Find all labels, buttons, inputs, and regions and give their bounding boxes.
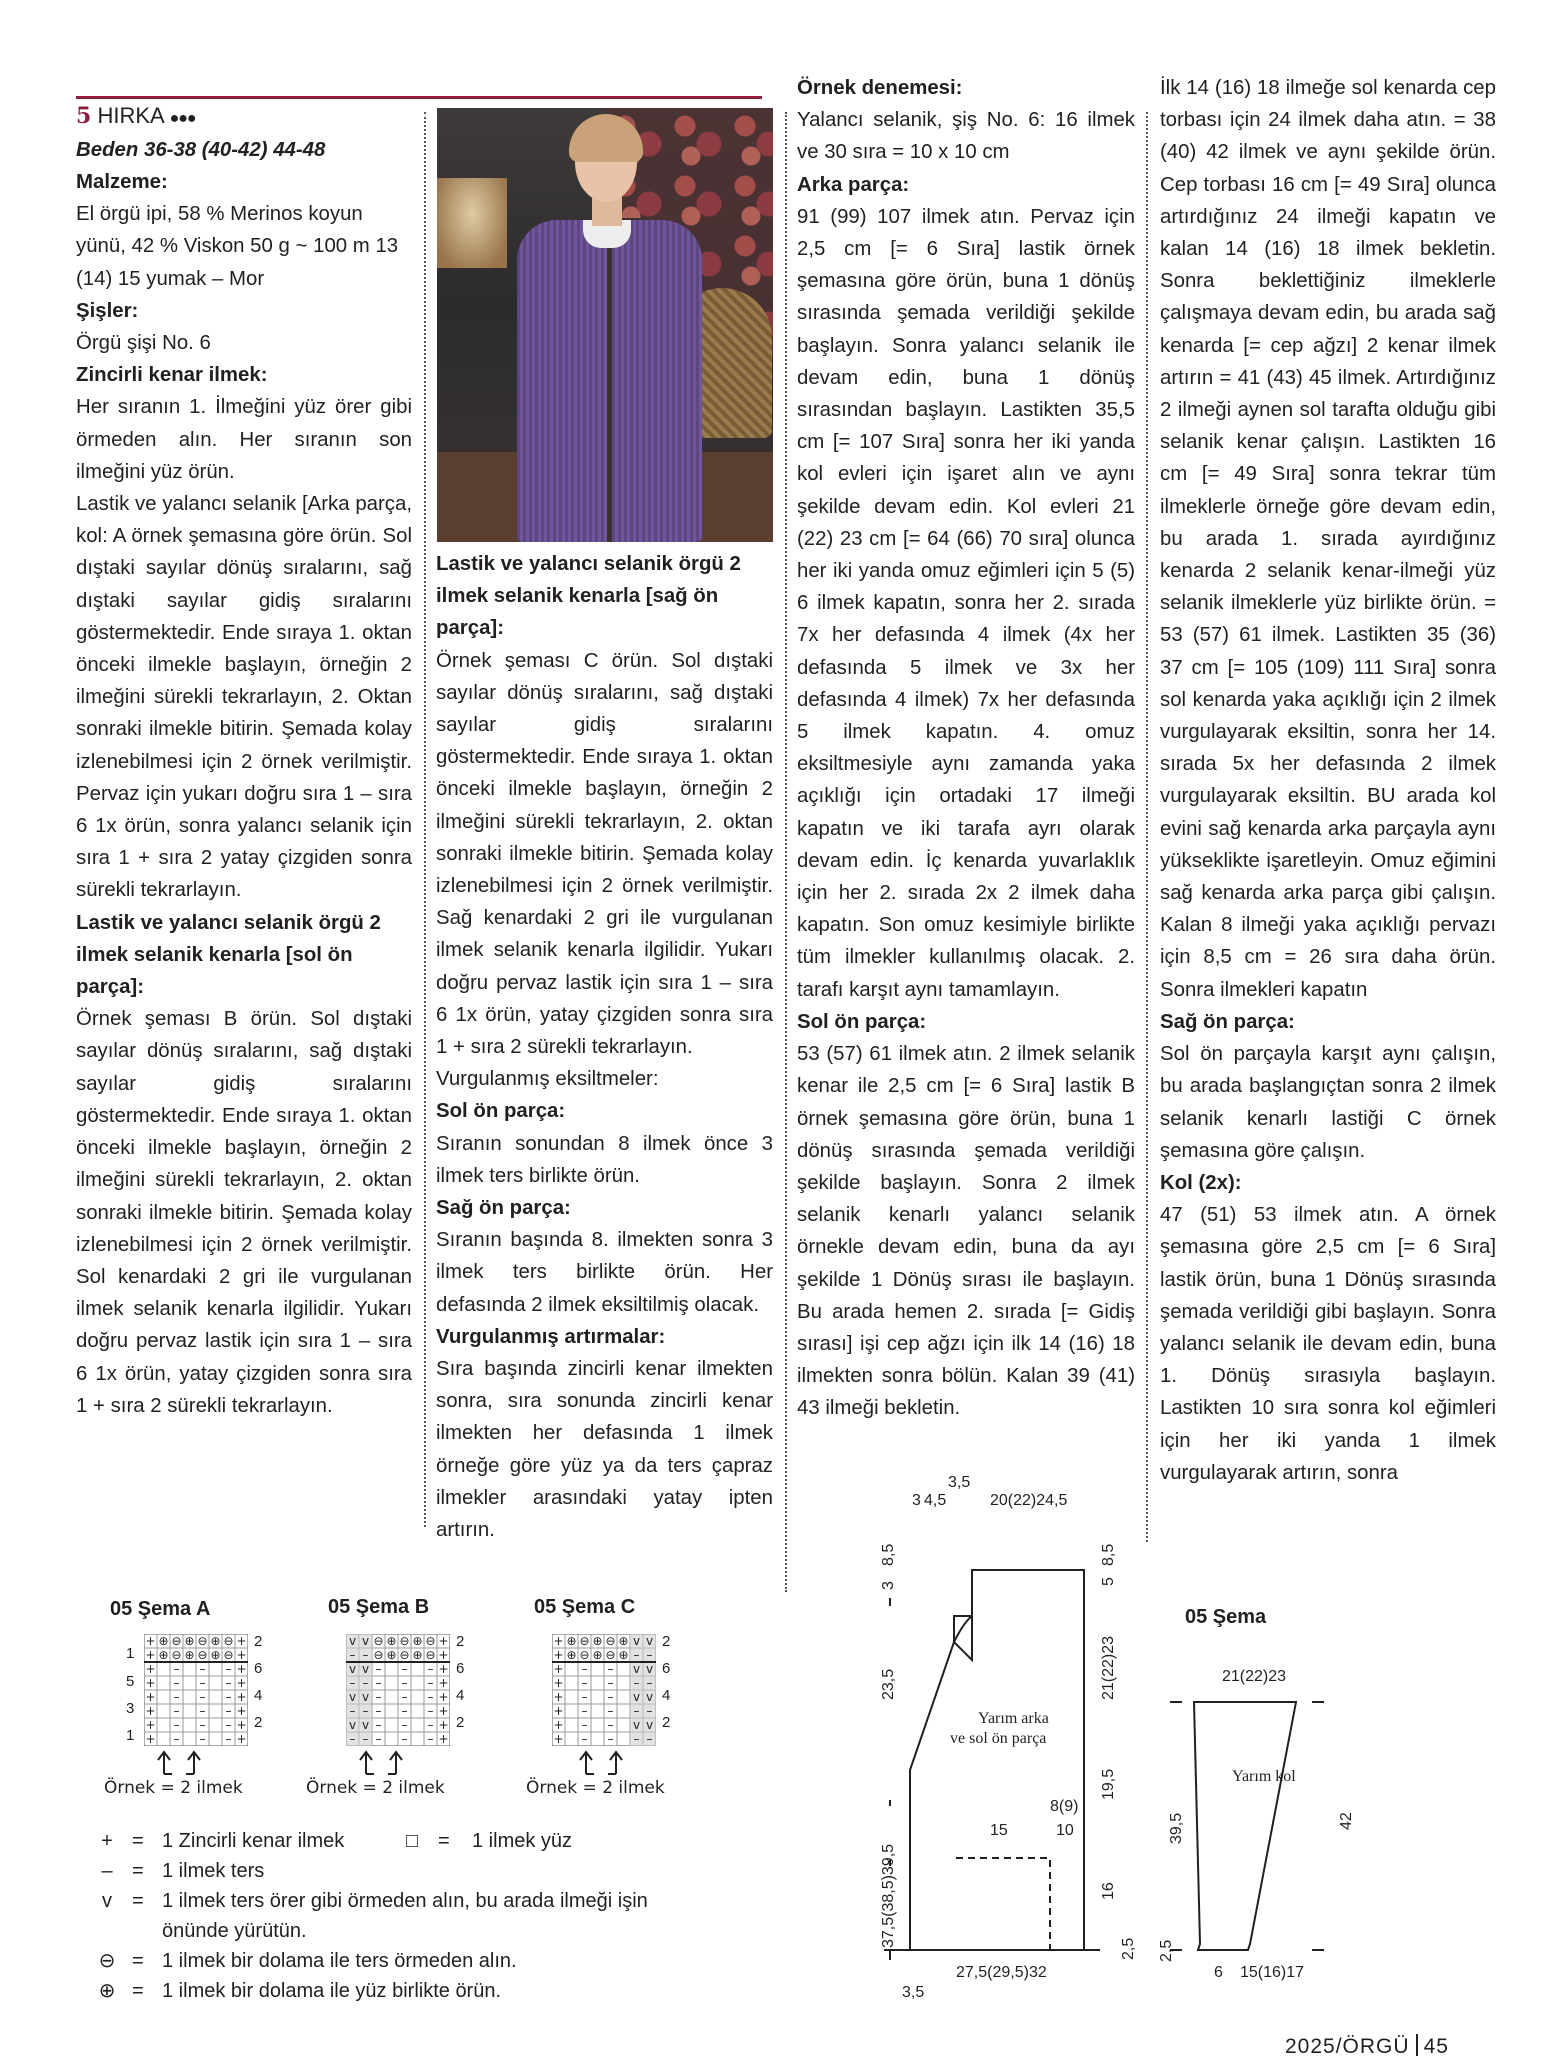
stitch-symbol: + (553, 1676, 564, 1690)
photo-lamp (437, 178, 507, 268)
stitch-symbol: + (553, 1634, 564, 1648)
pocket-dim: 8(9) (1050, 1798, 1079, 1815)
stitch-symbol: – (646, 1648, 653, 1662)
sleeve-bottom-dim: 15(16)17 (1240, 1964, 1305, 1981)
stitch-symbol: ⊖ (373, 1648, 384, 1662)
schema-a-row-label: 4 (254, 1687, 263, 1704)
schema-a-grid (144, 1634, 248, 1746)
schema-b-row-label: 2 (456, 1633, 465, 1650)
stitch-symbol: ⊖ (373, 1634, 384, 1648)
stitch-symbol: – (349, 1704, 356, 1718)
stitch-symbol: – (173, 1690, 180, 1704)
stitch-symbol: + (438, 1662, 449, 1676)
schema-a-row-label: 1 (126, 1645, 135, 1662)
legend-symbol: – (101, 1860, 113, 1882)
sleeve-bottom-dim: 6 (1214, 1964, 1223, 1981)
stitch-symbol: – (375, 1704, 382, 1718)
schema-a-repeat-arrows (150, 1748, 220, 1776)
stitch-symbol: + (438, 1732, 449, 1746)
stitch-symbol: – (607, 1732, 614, 1746)
schema-b-grid (346, 1634, 450, 1746)
back-left-dim: 8,5 (880, 1543, 897, 1566)
stitch-symbol: – (199, 1718, 206, 1732)
sizes-line (76, 134, 412, 166)
section-heading: Sağ ön parça: (436, 1197, 571, 1220)
back-right-dim: 5 (1100, 1577, 1117, 1586)
back-piece-label: ve sol ön parça (950, 1730, 1047, 1747)
back-bottom-dim: 3,5 (902, 1984, 925, 2001)
schema-c-row-label: 2 (662, 1633, 671, 1650)
page-footer (1285, 2034, 1449, 2059)
legend-text: 1 ilmek ters (162, 1860, 265, 1882)
stitch-symbol: + (145, 1718, 156, 1732)
stitch-symbol: – (375, 1690, 382, 1704)
stitch-symbol: + (553, 1690, 564, 1704)
section-heading: Zincirli kenar ilmek: (76, 364, 268, 387)
stitch-symbol: – (581, 1662, 588, 1676)
stitch-symbol: v (645, 1690, 654, 1704)
stitch-symbol: – (401, 1732, 408, 1746)
back-top-dim: 3,5 (948, 1474, 971, 1491)
stitch-symbol: ⊖ (425, 1648, 436, 1662)
stitch-symbol: – (427, 1676, 434, 1690)
stitch-symbol: – (633, 1704, 640, 1718)
stitch-symbol: v (348, 1634, 357, 1648)
stitch-symbol: – (225, 1718, 232, 1732)
stitch-symbol: + (236, 1732, 247, 1746)
stitch-symbol: + (236, 1648, 247, 1662)
stitch-symbol: – (401, 1676, 408, 1690)
stitch-symbol: ⊖ (605, 1634, 616, 1648)
schema-a-title: 05 Şema A (110, 1598, 211, 1620)
stitch-symbol: + (553, 1648, 564, 1662)
stitch-symbol: v (361, 1718, 370, 1732)
stitch-symbol: ⊕ (210, 1648, 221, 1662)
stitch-symbol: – (427, 1732, 434, 1746)
header-rule (76, 96, 762, 99)
stitch-symbol: + (145, 1634, 156, 1648)
schema-b-repeat-arrows (352, 1748, 422, 1776)
schema-a-row-label: 5 (126, 1673, 135, 1690)
page-number: 45 (1423, 2035, 1449, 2058)
stitch-symbol: – (401, 1662, 408, 1676)
schema-b-repeat-label: Örnek = 2 ilmek (306, 1778, 445, 1798)
legend-equals: = (132, 1830, 144, 1852)
paragraph: Örnek şeması B örün. Sol dıştaki sayılar dönüş sıralarını, sağ dıştaki sayılar gidiş sıralarını göstermektedir. Ende sıraya 1. oktan önceki ilmekle başlayın, örneğin 2 ilmeğini sürekli tekrarlayın, 2. oktan sonraki ilmekle bitirin. Şemada kolay izlenebilmesi için 2 örnek verilmiştir. Sol kenardaki 2 gri ile vurgulanan ilmek selanik kenarla ilgilidir. Yukarı doğru pervaz lastik için sıra 1 – sıra 6 1x örün, yatay çizgiden sonra sıra 1 + sıra 2 sürekli tekrarlayın. (76, 1008, 412, 1417)
stitch-symbol: + (236, 1634, 247, 1648)
back-right-dim: 8,5 (1100, 1543, 1117, 1566)
column-divider (1146, 112, 1148, 1542)
stitch-symbol: – (362, 1704, 369, 1718)
schema-a-row-label: 3 (126, 1700, 135, 1717)
stitch-symbol: ⊕ (412, 1634, 423, 1648)
stitch-symbol: + (553, 1718, 564, 1732)
model-photo (437, 108, 773, 542)
stitch-symbol: – (362, 1648, 369, 1662)
stitch-symbol: v (348, 1718, 357, 1732)
pattern-name: HIRKA (97, 103, 164, 128)
paragraph: Sıranın sonundan 8 ilmek önce 3 ilmek ters birlikte örün. (436, 1132, 773, 1187)
legend-symbol: + (101, 1830, 113, 1852)
stitch-symbol: v (632, 1690, 641, 1704)
stitch-symbol: – (633, 1676, 640, 1690)
stitch-symbol: ⊕ (184, 1648, 195, 1662)
section-heading: Kol (2x): (1160, 1171, 1242, 1194)
back-right-dim: 21(22)23 (1100, 1635, 1117, 1700)
stitch-symbol: + (236, 1676, 247, 1690)
schema-c-grid (552, 1634, 656, 1746)
stitch-symbol: + (145, 1690, 156, 1704)
back-right-dim: 16 (1100, 1882, 1117, 1900)
legend-symbol: ⊕ (98, 1980, 116, 2002)
back-right-dim: 19,5 (1100, 1768, 1117, 1800)
sleeve-schema-title: 05 Şema (1185, 1606, 1267, 1628)
stitch-symbol: v (361, 1690, 370, 1704)
stitch-symbol: – (173, 1662, 180, 1676)
stitch-symbol: ⊕ (158, 1634, 169, 1648)
sleeve-top-dim: 21(22)23 (1222, 1668, 1287, 1685)
stitch-symbol: ⊕ (412, 1648, 423, 1662)
stitch-symbol: + (438, 1718, 449, 1732)
schema-c-row-label: 2 (662, 1714, 671, 1731)
stitch-symbol: v (645, 1634, 654, 1648)
stitch-symbol: ⊕ (158, 1648, 169, 1662)
paragraph: 47 (51) 53 ilmek atın. A örnek şemasına göre 2,5 cm [= 6 Sıra] lastik örün, buna 1 Dönüş sırasında şemada verildiği gibi başlayın. Sonra yalancı selanik ile devam edin, buna 1. Dönüş sırasıyla başlayın. Lastikten 10 sıra sonra kol eğimleri için her iki yanda 1 ilmek vurgulayarak artırın, sonra (1160, 1204, 1496, 1484)
stitch-symbol: v (348, 1662, 357, 1676)
legend-equals: = (438, 1830, 450, 1852)
stitch-symbol: – (607, 1690, 614, 1704)
section-heading: Vurgulanmış artırmalar: (436, 1325, 666, 1348)
legend-symbol: □ (406, 1830, 419, 1852)
back-top-dim: 4,5 (924, 1492, 947, 1509)
stitch-symbol: ⊖ (399, 1634, 410, 1648)
paragraph: Vurgulanmış eksiltmeler: (436, 1068, 659, 1091)
paragraph: Örnek şeması C örün. Sol dıştaki sayılar dönüş sıralarını, sağ dıştaki sayılar gidiş sıralarını göstermektedir. Ende sıraya 1. oktan önceki ilmekle başlayın, örneğin 2 ilmeğini sürekli tekrarlayın, 2. oktan sonraki ilmekle bitirin. Şemada kolay izlenebilmesi için 2 örnek verilmiştir. Sağ kenardaki 2 gri ile vurgulanan ilmek selanik kenarla ilgilidir. Yukarı doğru pervaz lastik için sıra 1 – sıra 6 1x örün, yatay çizgiden sonra sıra 1 + sıra 2 sürekli tekrarlayın. (436, 649, 773, 1059)
legend-text: 1 ilmek bir dolama ile yüz birlikte örün. (162, 1980, 502, 2002)
stitch-symbol: + (553, 1732, 564, 1746)
pattern-number: 5 (76, 103, 92, 129)
legend-equals: = (132, 1890, 144, 1912)
magazine-issue: 2025/ÖRGÜ (1285, 2035, 1410, 2058)
paragraph: Sıra başında zincirli kenar ilmekten sonra, sıra sonunda zincirli kenar ilmekten her defasında 1 ilmek örneğe göre yüz ya da ters çapraz ilmekler arasındaki yatay ipten artırın. (436, 1358, 773, 1542)
column-divider (785, 112, 787, 1592)
stitch-symbol: v (632, 1634, 641, 1648)
back-left-dim: 3 (880, 1581, 897, 1590)
back-top-dim: 20(22)24,5 (990, 1492, 1068, 1509)
stitch-symbol: v (645, 1718, 654, 1732)
legend-equals: = (132, 1980, 144, 2002)
stitch-symbol: ⊕ (184, 1634, 195, 1648)
section-heading: Malzeme: (76, 171, 168, 193)
stitch-symbol: – (427, 1662, 434, 1676)
stitch-symbol: – (173, 1704, 180, 1718)
stitch-symbol: ⊖ (223, 1648, 234, 1662)
schema-b-title: 05 Şema B (328, 1596, 430, 1618)
stitch-symbol: + (553, 1704, 564, 1718)
stitch-symbol: – (199, 1676, 206, 1690)
back-bottom-dim: 27,5(29,5)32 (956, 1964, 1047, 1981)
stitch-symbol: ⊕ (210, 1634, 221, 1648)
stitch-symbol: + (236, 1690, 247, 1704)
stitch-symbol: + (145, 1704, 156, 1718)
stitch-symbol: – (427, 1690, 434, 1704)
sleeve-right-dim: 42 (1338, 1812, 1355, 1830)
stitch-symbol: – (362, 1732, 369, 1746)
paragraph: Örgü şişi No. 6 (76, 332, 211, 355)
column-divider (424, 112, 426, 1527)
stitch-symbol: – (375, 1676, 382, 1690)
stitch-symbol: ⊖ (425, 1634, 436, 1648)
stitch-symbol: – (401, 1718, 408, 1732)
legend-text: 1 Zincirli kenar ilmek (162, 1830, 345, 1852)
paragraph: İlk 14 (16) 18 ilmeğe sol kenarda cep torbası için 24 ilmek daha atın. = 38 (40) 42 ilmek ve aynı şekilde örün. Cep torbası 16 cm [= 49 Sıra] olunca artırdığınız 24 ilmeği kapatın ve kalan 14 (16) 18 ilmek bekletin. Sonra beklettiğiniz ilmeklerle çalışmaya devam edin, bu arada sağ kenarda [= cep ağzı] 2 kenar ilmek artırın = 41 (43) 45 ilmek. Artırdığınız 2 ilmeği aynen sol tarafta olduğu gibi selanik kenar çalışın. Lastikten 16 cm [= 49 Sıra] sonra tekrar tüm ilmeklerle örneğe göre devam edin, bu arada 1. sırada ayırdığınız kenarda 2 selanik kenar-ilmeği yüz selanik ilmeklerle yüz birlikte örün. = 53 (57) 61 ilmek. Lastikten 35 (36) 37 cm [= 105 (109) 111 Sıra] sonra sol kenarda yaka açıklığı için 2 ilmek vurgulayarak eksiltin, sonra her 14. sırada 5x her defasında 2 ilmek vurgulayarak eksiltin. BU arada kol evini sağ kenarda arka parçayla aynı yükseklikte işaretleyin. Omuz eğimini sağ kenarda arka parça gibi çalışın. Kalan 8 ilmeği yaka açıklığı pervazı için 8,5 cm = 26 sıra daha örün. Sonra ilmekleri kapatın (1160, 77, 1496, 1001)
stitch-symbol: + (145, 1648, 156, 1662)
legend-equals: = (132, 1950, 144, 1972)
section-heading: Sol ön parça: (436, 1100, 566, 1123)
schema-a-row-label: 2 (254, 1714, 263, 1731)
stitch-symbol: – (349, 1648, 356, 1662)
stitch-symbol: – (427, 1718, 434, 1732)
paragraph: Her sıranın 1. İlmeğini yüz örer gibi örmeden alın. Her sıranın son ilmeğini yüz örün. (76, 396, 412, 483)
section-heading: Arka parça: (797, 173, 910, 196)
back-piece-label: Yarım arka (978, 1710, 1049, 1727)
stitch-symbol: ⊖ (223, 1634, 234, 1648)
stitch-symbol: – (375, 1732, 382, 1746)
stitch-symbol: ⊖ (579, 1634, 590, 1648)
section-heading: Sağ ön parça: (1160, 1010, 1295, 1033)
stitch-symbol: – (646, 1676, 653, 1690)
stitch-symbol: + (236, 1718, 247, 1732)
stitch-symbol: – (581, 1704, 588, 1718)
back-left-dim: 23,5 (880, 1668, 897, 1700)
stitch-symbol: ⊖ (605, 1648, 616, 1662)
legend-text: 1 ilmek bir dolama ile ters örmeden alın. (162, 1950, 517, 1972)
stitch-symbol: – (173, 1718, 180, 1732)
stitch-symbol: – (375, 1718, 382, 1732)
text-column-2 (436, 548, 773, 1546)
stitch-symbol: – (401, 1704, 408, 1718)
sleeve-diagram (1170, 1690, 1350, 1960)
section-heading: Örnek denemesi: (797, 77, 963, 99)
stitch-symbol: – (607, 1704, 614, 1718)
stitch-symbol: v (632, 1662, 641, 1676)
stitch-symbol: ⊕ (592, 1634, 603, 1648)
sleeve-left-dim: 2,5 (1158, 1939, 1175, 1962)
sleeve-left-dim: 39,5 (1168, 1812, 1185, 1844)
section-heading: Lastik ve yalancı selanik örgü 2 ilmek selanik kenarla [sol ön parça]: (76, 911, 381, 999)
stitch-symbol: v (348, 1690, 357, 1704)
stitch-symbol: + (236, 1662, 247, 1676)
paragraph: Yalancı selanik, şiş No. 6: 16 ilmek ve 30 sıra = 10 x 10 cm (797, 109, 1135, 164)
legend-equals: = (132, 1860, 144, 1882)
text-column-3 (797, 72, 1135, 1425)
legend-text: 1 ilmek ters örer gibi örmeden alın, bu arada ilmeği işin (162, 1890, 648, 1912)
stitch-symbol: v (632, 1718, 641, 1732)
legend-text: önünde yürütün. (162, 1920, 307, 1942)
stitch-symbol: – (581, 1718, 588, 1732)
stitch-symbol: ⊖ (197, 1648, 208, 1662)
schema-a-row-label: 6 (254, 1660, 263, 1677)
stitch-symbol: – (225, 1690, 232, 1704)
sizes-text: Beden 36-38 (40-42) 44-48 (76, 139, 326, 161)
back-right-dim: 2,5 (1120, 1937, 1137, 1960)
photo-cardigan-left (517, 220, 607, 542)
difficulty-dots: ●●● (169, 110, 196, 127)
stitch-symbol: – (646, 1732, 653, 1746)
stitch-symbol: + (145, 1662, 156, 1676)
stitch-symbol: – (427, 1704, 434, 1718)
stitch-symbol: + (553, 1662, 564, 1676)
stitch-symbol: + (145, 1676, 156, 1690)
stitch-symbol: + (438, 1690, 449, 1704)
stitch-symbol: – (199, 1662, 206, 1676)
back-left-dim: 37,5(38,5)39,5 (880, 1843, 897, 1948)
paragraph: Lastik ve yalancı selanik [Arka parça, kol: A örnek şemasına göre örün. Sol dıştaki sayılar dönüş sıralarını, sağ dıştaki sayılar gidiş sıralarını göstermektedir. Ende sıraya 1. oktan önceki ilmekle başlayın, örneğin 2 ilmeğini sürekli tekrarlayın, 2. Oktan sonraki ilmekle bitirin. Şemada kolay izlenebilmesi için 2 örnek verilmiştir. Pervaz için yukarı doğru sıra 1 – sıra 6 1x örün, sonra yalancı selanik için sıra 1 + sıra 2 yatay çizgiden sonra sürekli tekrarlayın. (76, 493, 412, 902)
back-top-dim: 3 (912, 1492, 921, 1509)
stitch-symbol: – (225, 1704, 232, 1718)
stitch-symbol: ⊖ (399, 1648, 410, 1662)
schema-b-row-label: 4 (456, 1687, 465, 1704)
stitch-symbol: + (438, 1704, 449, 1718)
stitch-symbol: – (607, 1676, 614, 1690)
schema-a-repeat-label: Örnek = 2 ilmek (104, 1778, 243, 1798)
stitch-symbol: + (438, 1648, 449, 1662)
paragraph: Sol ön parçayla karşıt aynı çalışın, bu arada başlangıçtan sonra 2 ilmek selanik kenarlı lastiği C örnek şemasına göre çalışın. (1160, 1043, 1496, 1162)
stitch-symbol: – (349, 1676, 356, 1690)
stitch-symbol: – (349, 1732, 356, 1746)
stitch-symbol: – (225, 1732, 232, 1746)
stitch-symbol: – (646, 1704, 653, 1718)
stitch-symbol: + (438, 1634, 449, 1648)
stitch-symbol: ⊕ (618, 1648, 629, 1662)
stitch-symbol: ⊕ (566, 1634, 577, 1648)
paragraph: 91 (99) 107 ilmek atın. Pervaz için 2,5 cm [= 6 Sıra] lastik örnek şemasına göre örün, buna 1 dönüş sırasında şemada verildiği şekilde başlayın. Sonra yalancı selanik ile devam edin, buna 1 dönüş sırasından başlayın. Lastikten 35,5 cm [= 107 Sıra] sonra her iki yanda kol evleri için işaret alın ve aynı şekilde devam edin. Kol evleri 21 (22) 23 cm [= 64 (66) 70 sıra] olunca her iki yanda omuz eğimleri için 5 (5) 6 ilmek kapatın, sonra her 2. sırada 7x her defasında 4 ilmek (4x her defasında 5 ilmek ve 3x her defasında 4 ilmek) 7x her defasında 5 ilmek kapatın. 4. omuz eksiltmesiyle aynı zamanda yaka açıklığı için ortadaki 17 ilmeği kapatın ve iki tarafa ayrı olarak devam edin. İç kenarda yuvarlaklık için her 2. sırada 2x 2 ilmek daha kapatın. Son omuz kesimiyle birlikte tüm ilmekler kullanılmış olacak. 2. tarafı karşıt aynı tamamlayın. (797, 205, 1135, 1001)
section-heading: Sol ön parça: (797, 1010, 927, 1033)
stitch-symbol: – (173, 1732, 180, 1746)
schema-a-row-label: 2 (254, 1633, 263, 1650)
pattern-title (76, 100, 196, 135)
stitch-symbol: ⊖ (197, 1634, 208, 1648)
stitch-symbol: + (236, 1704, 247, 1718)
stitch-symbol: – (199, 1732, 206, 1746)
stitch-symbol: ⊖ (171, 1634, 182, 1648)
schema-c-row-label: 6 (662, 1660, 671, 1677)
stitch-symbol: ⊖ (579, 1648, 590, 1662)
text-column-1 (76, 166, 412, 1422)
stitch-symbol: – (607, 1662, 614, 1676)
stitch-symbol: – (225, 1676, 232, 1690)
stitch-symbol: – (375, 1662, 382, 1676)
legend-symbol: v (102, 1890, 112, 1912)
stitch-symbol: + (145, 1732, 156, 1746)
stitch-symbol: ⊕ (386, 1648, 397, 1662)
stitch-symbol: ⊕ (566, 1648, 577, 1662)
pocket-dim: 10 (1056, 1822, 1074, 1839)
schema-a-row-label: 1 (126, 1727, 135, 1744)
sleeve-label: Yarım kol (1232, 1768, 1296, 1785)
stitch-symbol: – (581, 1676, 588, 1690)
stitch-symbol: – (607, 1718, 614, 1732)
legend-symbol: ⊖ (98, 1950, 116, 1972)
paragraph: El örgü ipi, 58 % Merinos koyun yünü, 42 % Viskon 50 g ~ 100 m 13 (14) 15 yumak – Mor (76, 203, 399, 290)
stitch-symbol: ⊖ (171, 1648, 182, 1662)
stitch-symbol: ⊕ (386, 1634, 397, 1648)
schema-c-row-label: 4 (662, 1687, 671, 1704)
pocket-width: 15 (990, 1822, 1008, 1839)
stitch-symbol: v (645, 1662, 654, 1676)
stitch-symbol: – (581, 1732, 588, 1746)
photo-cardigan-right (612, 220, 702, 542)
stitch-symbol: – (633, 1648, 640, 1662)
stitch-symbol: – (581, 1690, 588, 1704)
stitch-symbol: – (199, 1704, 206, 1718)
schema-b-row-label: 2 (456, 1714, 465, 1731)
stitch-symbol: – (401, 1690, 408, 1704)
schema-b-row-label: 6 (456, 1660, 465, 1677)
stitch-symbol: – (173, 1676, 180, 1690)
paragraph: 53 (57) 61 ilmek atın. 2 ilmek selanik kenar ile 2,5 cm [= 6 Sıra] lastik B örnek şemasına göre örün, buna 1 dönüş sırasında şemada verildiği şekilde başlayın. Sonra 2 ilmek selanik kenarlı yalancı selanik örnekle devam edin, buna da ayı şekilde 1 Dönüş sırası ile başlayın. Bu arada hemen 2. sırada [= Gidiş sırası] işi cep ağzı için ilk 14 (16) 18 ilmekten sonra bölün. Kalan 39 (41) 43 ilmeği bekletin. (797, 1043, 1135, 1420)
stitch-symbol: v (361, 1634, 370, 1648)
stitch-symbol: – (225, 1662, 232, 1676)
stitch-symbol: ⊕ (618, 1634, 629, 1648)
stitch-symbol: – (362, 1676, 369, 1690)
stitch-symbol: ⊕ (592, 1648, 603, 1662)
stitch-symbol: + (438, 1676, 449, 1690)
stitch-symbol: – (199, 1690, 206, 1704)
section-heading: Lastik ve yalancı selanik örgü 2 ilmek selanik kenarla [sağ ön parça]: (436, 553, 741, 640)
stitch-symbol: – (633, 1732, 640, 1746)
text-column-4 (1160, 72, 1496, 1489)
stitch-symbol: v (361, 1662, 370, 1676)
section-heading: Şişler: (76, 299, 139, 322)
schema-c-title: 05 Şema C (534, 1596, 636, 1618)
schema-c-repeat-arrows (572, 1748, 642, 1776)
paragraph: Sıranın başında 8. ilmekten sonra 3 ilmek ters birlikte örün. Her defasında 2 ilmek eksiltilmiş olacak. (436, 1229, 773, 1316)
schema-c-repeat-label: Örnek = 2 ilmek (526, 1778, 665, 1798)
legend-text: 1 ilmek yüz (472, 1830, 573, 1852)
